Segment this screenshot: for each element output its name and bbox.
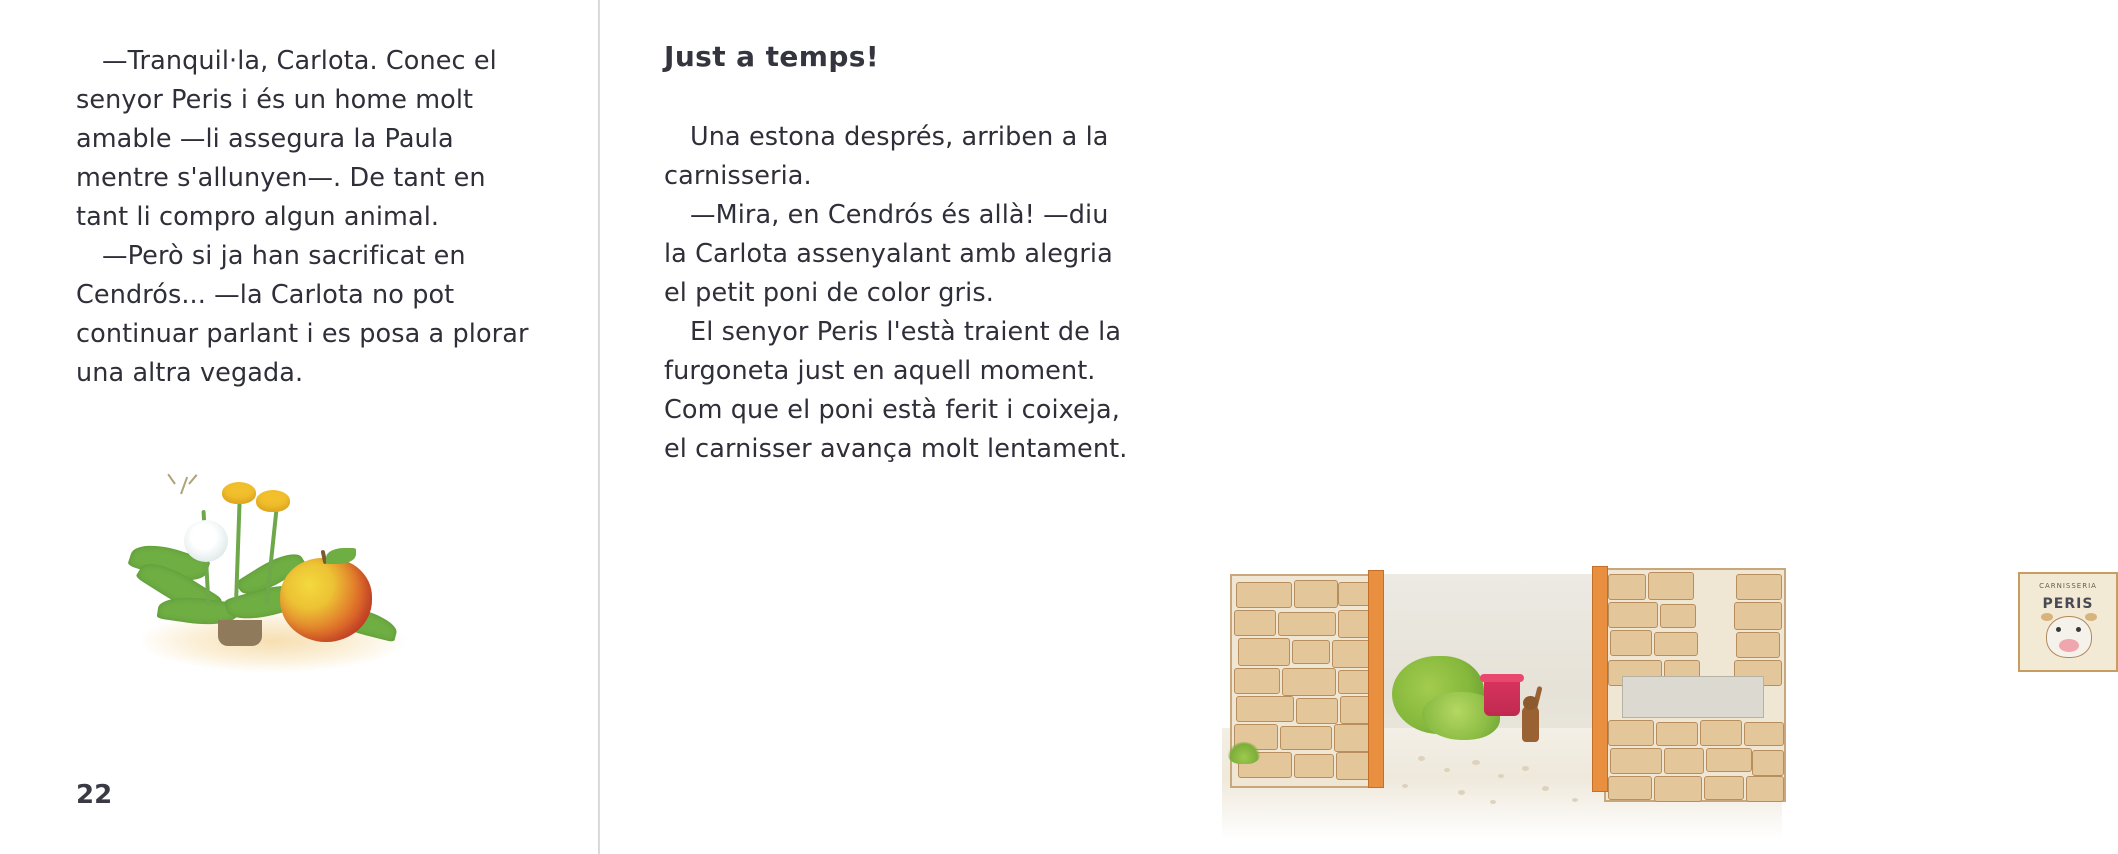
stone	[1234, 668, 1280, 694]
right-page-text-block	[664, 118, 1134, 469]
stone	[1282, 668, 1336, 696]
stone	[1654, 632, 1698, 656]
cat-body	[1522, 706, 1539, 742]
pebble	[1458, 790, 1465, 795]
stone	[1608, 602, 1658, 628]
paragraph: Una estona després, arriben a la carnisseria.	[664, 122, 1109, 191]
dandelion-flower	[222, 482, 256, 504]
dandelion-and-apple-illustration	[130, 470, 420, 690]
flying-seed	[188, 474, 197, 484]
pebble	[1572, 798, 1578, 802]
butcher-shop-street-illustration	[1222, 560, 2097, 840]
apple-shape	[280, 558, 372, 642]
cow-horn	[2041, 613, 2053, 621]
cat-head	[1523, 696, 1538, 710]
stone	[1746, 776, 1784, 802]
paragraph: —Però si ja han sacrificat en Cendrós... —la Carlota no pot continuar parlant i es posa a plorar una altra vegada.	[76, 241, 529, 388]
cow-horn	[2085, 613, 2097, 621]
stone	[1294, 754, 1334, 778]
stone	[1660, 604, 1696, 628]
pebble	[1472, 760, 1480, 765]
paragraph: —Mira, en Cendrós és allà! —diu la Carlota assenyalant amb alegria el petit poni de color gris.	[664, 200, 1113, 308]
stone	[1608, 776, 1652, 800]
chapter-title: Just a temps!	[664, 40, 880, 73]
stone	[1608, 720, 1654, 746]
pebble	[1402, 784, 1408, 788]
stone	[1292, 640, 1330, 664]
stone	[1664, 748, 1704, 774]
paragraph: —Tranquil·la, Carlota. Conec el senyor Peris i és un home molt amable —li assegura la Paula mentre s'allunyen—. De tant en tant li compro algun animal.	[76, 46, 497, 232]
door-frame-left	[1368, 570, 1384, 788]
door-frame-right	[1592, 566, 1608, 792]
pebble	[1418, 756, 1425, 761]
pebble	[1498, 774, 1504, 778]
paragraph: El senyor Peris l'està traient de la furgoneta just en aquell moment. Com que el poni està ferit i coixeja, el carnisser avança molt lentament.	[664, 317, 1128, 464]
shop-shutter	[1622, 676, 1764, 718]
stone	[1236, 582, 1292, 608]
butcher-shop-sign	[2018, 572, 2118, 672]
grass-tuft	[1228, 742, 1260, 764]
page-number: 22	[76, 780, 113, 810]
apple-leaf	[326, 548, 356, 564]
stone	[1706, 748, 1752, 772]
stone	[1610, 748, 1662, 774]
flying-seed	[180, 477, 188, 495]
plant-base	[218, 620, 262, 646]
flying-seed	[167, 474, 176, 485]
stone-wall-right	[1604, 568, 2097, 802]
sign-shop-name: PERIS	[2042, 596, 2094, 612]
stone	[1704, 776, 1744, 800]
stone	[1238, 638, 1290, 666]
stone	[1236, 696, 1294, 722]
sign-shop-type: CARNISSERIA	[2039, 582, 2097, 590]
left-page-text-block	[76, 42, 536, 393]
dandelion-flower	[256, 490, 290, 512]
cow-eye	[2056, 627, 2061, 632]
stone	[1296, 698, 1338, 724]
stone	[1234, 610, 1276, 636]
pebble	[1444, 768, 1450, 772]
bucket-rim	[1480, 674, 1524, 682]
cow-muzzle	[2059, 639, 2079, 652]
pebble	[1522, 766, 1529, 771]
cat-figure	[1522, 686, 1540, 742]
stone	[1752, 750, 1784, 776]
stone	[1700, 720, 1742, 746]
stone	[1610, 630, 1652, 656]
bucket-shape	[1484, 678, 1520, 716]
stone	[1736, 632, 1780, 658]
right-page	[600, 0, 2097, 854]
stone	[1736, 574, 1782, 600]
cow-icon	[2046, 616, 2092, 658]
stone	[1278, 612, 1336, 636]
stone	[1294, 580, 1338, 608]
stone	[1656, 722, 1698, 746]
pebble	[1490, 800, 1496, 804]
pebble	[1542, 786, 1549, 791]
stone	[1648, 572, 1694, 600]
stone	[1608, 574, 1646, 600]
stone	[1734, 602, 1782, 630]
stone	[1744, 722, 1784, 746]
cow-eye	[2076, 627, 2081, 632]
dandelion-seed-puff	[184, 520, 228, 562]
stone	[1654, 776, 1702, 802]
left-page	[0, 0, 598, 854]
stone	[1280, 726, 1332, 750]
